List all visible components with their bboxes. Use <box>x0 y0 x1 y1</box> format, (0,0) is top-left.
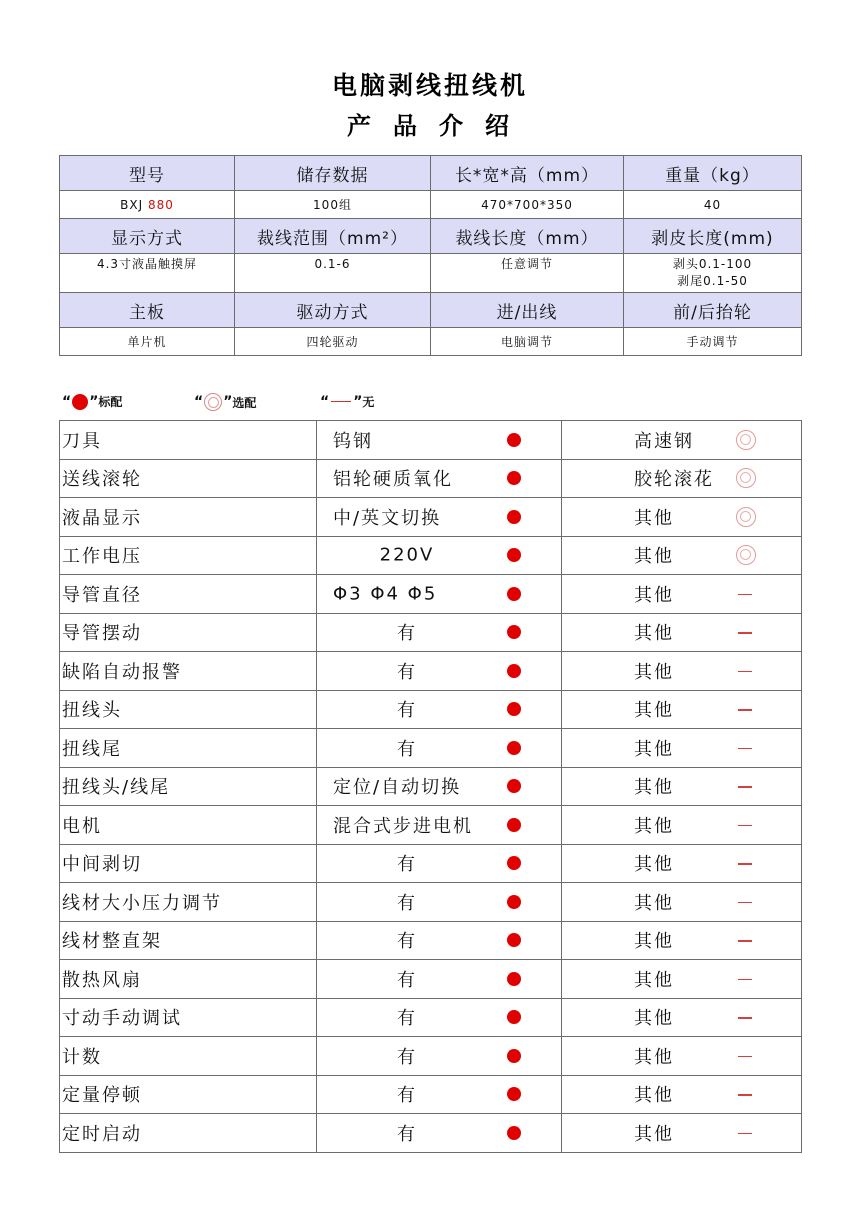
feature-standard-value: 钨钢 <box>333 430 373 452</box>
feature-option-value: 其他 <box>634 1123 674 1145</box>
feature-name: 散热风扇 <box>60 960 317 999</box>
feature-standard-cell <box>317 844 562 883</box>
feature-table <box>59 420 802 1153</box>
feature-standard-cell <box>317 960 562 999</box>
spec-value-cell <box>235 254 431 293</box>
feature-row <box>60 806 802 845</box>
feature-row <box>60 998 802 1037</box>
feature-standard-cell <box>317 575 562 614</box>
feature-option-value: 其他 <box>634 661 674 683</box>
feature-standard-value: 混合式步进电机 <box>333 815 473 837</box>
feature-row <box>60 421 802 460</box>
feature-option-cell <box>562 421 802 460</box>
none-dash-icon <box>738 1133 752 1135</box>
feature-option-value: 其他 <box>634 969 674 991</box>
feature-standard-cell <box>317 883 562 922</box>
standard-dot-icon <box>507 933 521 947</box>
feature-name: 中间剥切 <box>60 844 317 883</box>
feature-row <box>60 575 802 614</box>
feature-option-cell <box>562 652 802 691</box>
feature-option-cell <box>562 1037 802 1076</box>
feature-name: 计数 <box>60 1037 317 1076</box>
spec-value-cell <box>431 254 624 293</box>
legend-optional-label: 选配 <box>232 395 257 410</box>
spec-value-text: BXJ <box>120 197 148 212</box>
none-dash-icon <box>738 979 752 981</box>
feature-option-value: 高速钢 <box>634 430 694 452</box>
feature-name: 液晶显示 <box>60 498 317 537</box>
feature-option-cell <box>562 498 802 537</box>
spec-value-cell <box>624 191 802 219</box>
feature-standard-value: 有 <box>397 623 417 645</box>
feature-option-value: 其他 <box>634 1085 674 1107</box>
standard-dot-icon <box>507 895 521 909</box>
feature-standard-cell <box>317 729 562 768</box>
feature-standard-cell <box>317 806 562 845</box>
feature-standard-cell <box>317 459 562 498</box>
none-dash-icon <box>738 1017 752 1019</box>
standard-dot-icon <box>507 433 521 447</box>
feature-name: 定量停顿 <box>60 1075 317 1114</box>
feature-option-value: 其他 <box>634 931 674 953</box>
spec-value-cell <box>235 191 431 219</box>
spec-value-cell <box>624 254 802 293</box>
feature-standard-value: Φ3 Φ4 Φ5 <box>333 583 438 605</box>
standard-dot-icon <box>72 394 88 410</box>
feature-standard-value: 定位/自动切换 <box>333 777 462 799</box>
feature-name: 扭线尾 <box>60 729 317 768</box>
spec-value-text: 剥尾0.1-50 <box>677 274 748 288</box>
feature-option-cell <box>562 806 802 845</box>
feature-name: 导管直径 <box>60 575 317 614</box>
feature-name: 刀具 <box>60 421 317 460</box>
spec-header-cell: 前/后抬轮 <box>624 293 802 328</box>
feature-name: 工作电压 <box>60 536 317 575</box>
feature-option-value: 其他 <box>634 854 674 876</box>
feature-standard-value: 有 <box>397 854 417 876</box>
feature-option-cell <box>562 767 802 806</box>
spec-value-text: 40 <box>703 197 722 212</box>
feature-option-value: 其他 <box>634 507 674 529</box>
optional-ring-icon <box>736 468 756 488</box>
feature-option-cell <box>562 921 802 960</box>
spec-value-text: 470*700*350 <box>481 197 573 212</box>
spec-table <box>59 155 802 356</box>
spec-header-cell: 显示方式 <box>60 219 235 254</box>
standard-dot-icon <box>507 664 521 678</box>
spec-value-text: 880 <box>147 197 174 212</box>
standard-dot-icon <box>507 471 521 485</box>
spec-value-cell <box>60 191 235 219</box>
spec-value-cell <box>431 328 624 356</box>
none-dash-icon <box>738 671 752 673</box>
feature-option-cell <box>562 729 802 768</box>
standard-dot-icon <box>507 702 521 716</box>
feature-option-cell <box>562 690 802 729</box>
legend-standard: “ ” 标配 <box>62 393 123 410</box>
none-dash-icon <box>738 1056 752 1058</box>
spec-header-row <box>60 156 802 191</box>
spec-value-text: 剥头0.1-100 <box>672 257 753 271</box>
feature-row <box>60 960 802 999</box>
spec-value-text: 手动调节 <box>686 335 739 349</box>
standard-dot-icon <box>507 1010 521 1024</box>
feature-standard-value: 有 <box>397 661 417 683</box>
none-dash-icon <box>738 786 752 788</box>
spec-header-cell: 驱动方式 <box>235 293 431 328</box>
feature-standard-value: 有 <box>397 1046 417 1068</box>
feature-standard-value: 有 <box>397 700 417 722</box>
feature-name: 定时启动 <box>60 1114 317 1153</box>
feature-row <box>60 767 802 806</box>
feature-name: 送线滚轮 <box>60 459 317 498</box>
feature-standard-cell <box>317 613 562 652</box>
spec-header-cell: 剥皮长度(mm) <box>624 219 802 254</box>
none-dash-icon <box>331 401 351 403</box>
none-dash-icon <box>738 709 752 711</box>
optional-ring-icon <box>736 545 756 565</box>
feature-name: 电机 <box>60 806 317 845</box>
feature-option-cell <box>562 613 802 652</box>
spec-value-text: 四轮驱动 <box>306 335 359 349</box>
feature-standard-value: 有 <box>397 1085 417 1107</box>
standard-dot-icon <box>507 779 521 793</box>
standard-dot-icon <box>507 625 521 639</box>
standard-dot-icon <box>507 741 521 755</box>
none-dash-icon <box>738 863 752 865</box>
legend-standard-label: 标配 <box>98 395 123 409</box>
spec-header-cell: 进/出线 <box>431 293 624 328</box>
spec-header-cell: 裁线长度（mm） <box>431 219 624 254</box>
feature-option-cell <box>562 883 802 922</box>
feature-option-value: 其他 <box>634 1046 674 1068</box>
feature-row <box>60 844 802 883</box>
standard-dot-icon <box>507 856 521 870</box>
feature-row <box>60 613 802 652</box>
page-subtitle: 产品介绍 <box>347 111 531 140</box>
spec-value-text: 单片机 <box>127 335 167 349</box>
feature-standard-cell <box>317 921 562 960</box>
optional-ring-icon <box>736 507 756 527</box>
spec-header-cell: 裁线范围（mm²） <box>235 219 431 254</box>
feature-standard-cell <box>317 767 562 806</box>
standard-dot-icon <box>507 972 521 986</box>
feature-option-value: 其他 <box>634 738 674 760</box>
spec-value-row <box>60 191 802 219</box>
spec-value-cell <box>60 254 235 293</box>
none-dash-icon <box>738 940 752 942</box>
feature-standard-value: 220V <box>379 544 435 566</box>
feature-name: 导管摆动 <box>60 613 317 652</box>
feature-standard-value: 有 <box>397 969 417 991</box>
spec-value-text: 任意调节 <box>500 257 553 271</box>
feature-name: 扭线头/线尾 <box>60 767 317 806</box>
spec-value-text: 电脑调节 <box>500 335 553 349</box>
feature-option-cell <box>562 536 802 575</box>
feature-standard-cell <box>317 998 562 1037</box>
feature-standard-value: 铝轮硬质氧化 <box>333 469 453 491</box>
feature-standard-value: 有 <box>397 738 417 760</box>
spec-header-cell: 重量（kg） <box>624 156 802 191</box>
feature-standard-cell <box>317 421 562 460</box>
none-dash-icon <box>738 748 752 750</box>
page-title: 电脑剥线扭线机 <box>331 71 528 100</box>
standard-dot-icon <box>507 1049 521 1063</box>
feature-standard-cell <box>317 690 562 729</box>
feature-row <box>60 1114 802 1153</box>
feature-standard-cell <box>317 1114 562 1153</box>
legend-none: “ ” 无 <box>320 393 375 410</box>
feature-row <box>60 1037 802 1076</box>
feature-option-cell <box>562 998 802 1037</box>
standard-dot-icon <box>507 1087 521 1101</box>
spec-value-cell <box>235 328 431 356</box>
feature-standard-cell <box>317 498 562 537</box>
spec-value-row <box>60 328 802 356</box>
feature-standard-value: 有 <box>397 931 417 953</box>
feature-option-value: 其他 <box>634 892 674 914</box>
feature-option-value: 其他 <box>634 700 674 722</box>
feature-row <box>60 652 802 691</box>
spec-header-cell: 型号 <box>60 156 235 191</box>
feature-row <box>60 921 802 960</box>
feature-row <box>60 883 802 922</box>
feature-row <box>60 536 802 575</box>
spec-header-cell: 储存数据 <box>235 156 431 191</box>
feature-name: 线材整直架 <box>60 921 317 960</box>
spec-value-text: 0.1-6 <box>314 257 351 271</box>
standard-dot-icon <box>507 510 521 524</box>
feature-option-value: 胶轮滚花 <box>634 469 714 491</box>
feature-standard-cell <box>317 1075 562 1114</box>
feature-row <box>60 498 802 537</box>
spec-value-row <box>60 254 802 293</box>
standard-dot-icon <box>507 548 521 562</box>
legend-none-label: 无 <box>362 395 375 409</box>
spec-header-row <box>60 219 802 254</box>
feature-name: 扭线头 <box>60 690 317 729</box>
spec-value-text: 4.3寸液晶触摸屏 <box>96 257 198 271</box>
feature-option-value: 其他 <box>634 777 674 799</box>
standard-dot-icon <box>507 818 521 832</box>
feature-standard-cell <box>317 652 562 691</box>
spec-header-cell: 主板 <box>60 293 235 328</box>
feature-option-value: 其他 <box>634 584 674 606</box>
spec-value-cell <box>431 191 624 219</box>
feature-option-value: 其他 <box>634 623 674 645</box>
standard-dot-icon <box>507 587 521 601</box>
feature-standard-value: 中/英文切换 <box>333 507 442 529</box>
feature-option-cell <box>562 1114 802 1153</box>
optional-ring-icon <box>736 430 756 450</box>
spec-header-cell: 长*宽*高（mm） <box>431 156 624 191</box>
standard-dot-icon <box>507 1126 521 1140</box>
feature-row <box>60 729 802 768</box>
feature-standard-value: 有 <box>397 892 417 914</box>
feature-standard-cell <box>317 1037 562 1076</box>
feature-name: 缺陷自动报警 <box>60 652 317 691</box>
feature-option-cell <box>562 844 802 883</box>
spec-value-text: 100组 <box>313 198 352 212</box>
feature-row <box>60 459 802 498</box>
feature-option-value: 其他 <box>634 1008 674 1030</box>
feature-row <box>60 690 802 729</box>
feature-option-cell <box>562 1075 802 1114</box>
feature-name: 寸动手动调试 <box>60 998 317 1037</box>
none-dash-icon <box>738 594 752 596</box>
feature-option-cell <box>562 960 802 999</box>
spec-value-cell <box>624 328 802 356</box>
feature-option-cell <box>562 459 802 498</box>
feature-standard-value: 有 <box>397 1008 417 1030</box>
none-dash-icon <box>738 632 752 634</box>
optional-ring-icon <box>204 393 222 411</box>
none-dash-icon <box>738 902 752 904</box>
feature-standard-cell <box>317 536 562 575</box>
feature-option-value: 其他 <box>634 546 674 568</box>
none-dash-icon <box>738 1094 752 1096</box>
spec-header-row <box>60 293 802 328</box>
legend-optional: “ ” 选配 <box>194 394 257 410</box>
feature-row <box>60 1075 802 1114</box>
none-dash-icon <box>738 825 752 827</box>
feature-name: 线材大小压力调节 <box>60 883 317 922</box>
feature-option-value: 其他 <box>634 815 674 837</box>
feature-standard-value: 有 <box>397 1123 417 1145</box>
feature-option-cell <box>562 575 802 614</box>
spec-value-cell <box>60 328 235 356</box>
